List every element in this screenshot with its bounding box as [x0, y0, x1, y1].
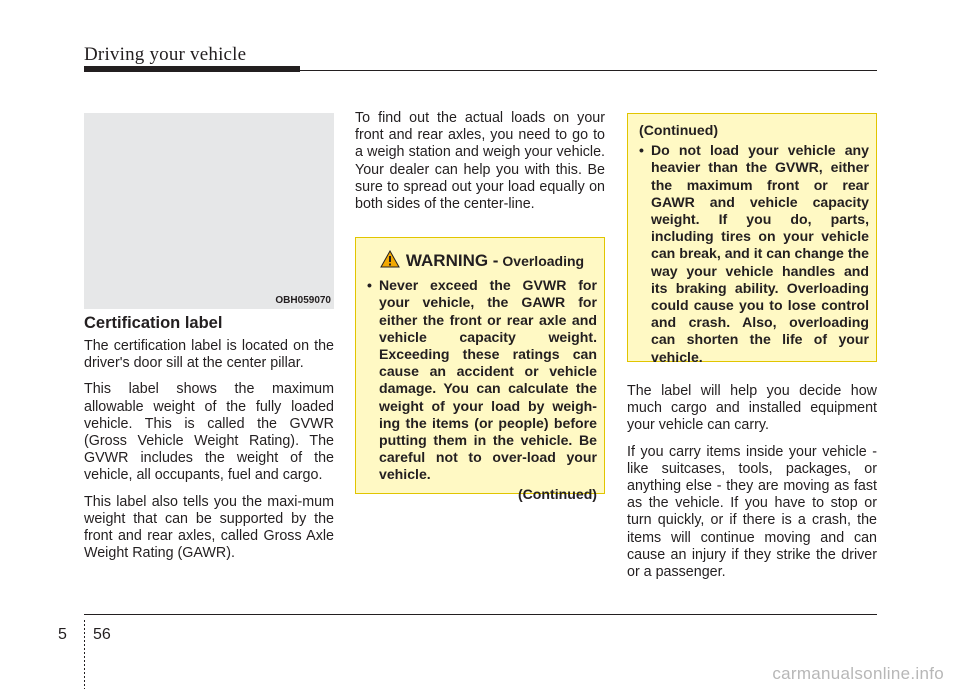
section-heading: Certification label — [84, 314, 223, 332]
page-number: 56 — [93, 626, 111, 643]
continued-marker-end: (Continued) — [517, 485, 597, 502]
paragraph-weigh-station: To find out the actual loads on your front and rear axles, you need to go to a weigh station and weigh your vehicle. Your dealer can help you with this. Be sure to spread out your load equally on both sides of the center-line. — [355, 110, 605, 213]
warning-triangle-icon — [380, 250, 400, 268]
continued-marker-start: (Continued) — [639, 122, 719, 138]
paragraph-gawr: This label also tells you the maxi-mum weight that can be supported by the front and rear axles, called Gross Axle Weight Rating (GAWR). — [84, 493, 334, 562]
certification-label-figure — [84, 113, 334, 309]
warning-text-1: Never exceed the GVWR for your vehicle, the GAWR for either the front or rear axle and vehicle capacity weight. Exceeding these ratings can cause an accident or vehicle damage. You can calculate the weight of your load by weigh-ing the items (or people) before putting them in the vehicle. Be careful not to over-load your vehicle. — [379, 277, 597, 483]
warning-title — [367, 250, 597, 270]
paragraph-moving-items: If you carry items inside your vehicle - like suitcases, tools, packages, or anything else - they are moving as fast as the vehicle. If you have to stop or turn quickly, or if there is a crash, the items will continue moving and can cause an injury if they strike the driver or a passenger. — [627, 443, 877, 581]
chapter-number: 5 — [58, 626, 67, 643]
warning-box-continued — [627, 113, 877, 365]
column-1-text — [84, 338, 334, 571]
warning-bullet-2 — [639, 142, 869, 366]
warning-text-2: Do not load your vehicle any heavier than the GVWR, either the maximum front or rear GAWR and vehicle capacity weight. If you do, parts, including tires on your vehicle can break, and it can change the way your vehicle handles and its braking ability. Overloading could cause you to lose control and crash. Also, overloading can shorten the life of your vehicle. — [651, 142, 869, 365]
footer-dashed-line — [84, 620, 85, 689]
paragraph-location: The certification label is located on the driver's door sill at the center pillar. — [84, 338, 334, 372]
bullet-dot: • — [367, 277, 372, 294]
warning-box-overloading — [355, 237, 605, 502]
footer-rule — [84, 614, 877, 615]
column-3-text — [627, 383, 877, 590]
paragraph-gvwr: This label shows the maximum allowable weight of the fully loaded vehicle. This is called the GVWR (Gross Vehicle Weight Rating). The GVWR includes the weight of the vehicle, all occupants, fuel and cargo. — [84, 381, 334, 484]
header-rule-thick — [84, 66, 300, 72]
paragraph-cargo: The label will help you decide how much cargo and installed equipment your vehicle can carry. — [627, 383, 877, 434]
bullet-dot: • — [639, 142, 644, 159]
column-2-text — [355, 110, 605, 222]
header-rule-thin — [300, 70, 877, 71]
warning-label: WARNING - — [405, 251, 499, 270]
page-header-title: Driving your vehicle — [84, 44, 247, 65]
figure-code: OBH059070 — [275, 295, 331, 306]
warning-subject: Overloading — [502, 253, 585, 269]
warning-bullet-1 — [367, 277, 597, 483]
watermark: carmanualsonline.info — [772, 664, 944, 683]
